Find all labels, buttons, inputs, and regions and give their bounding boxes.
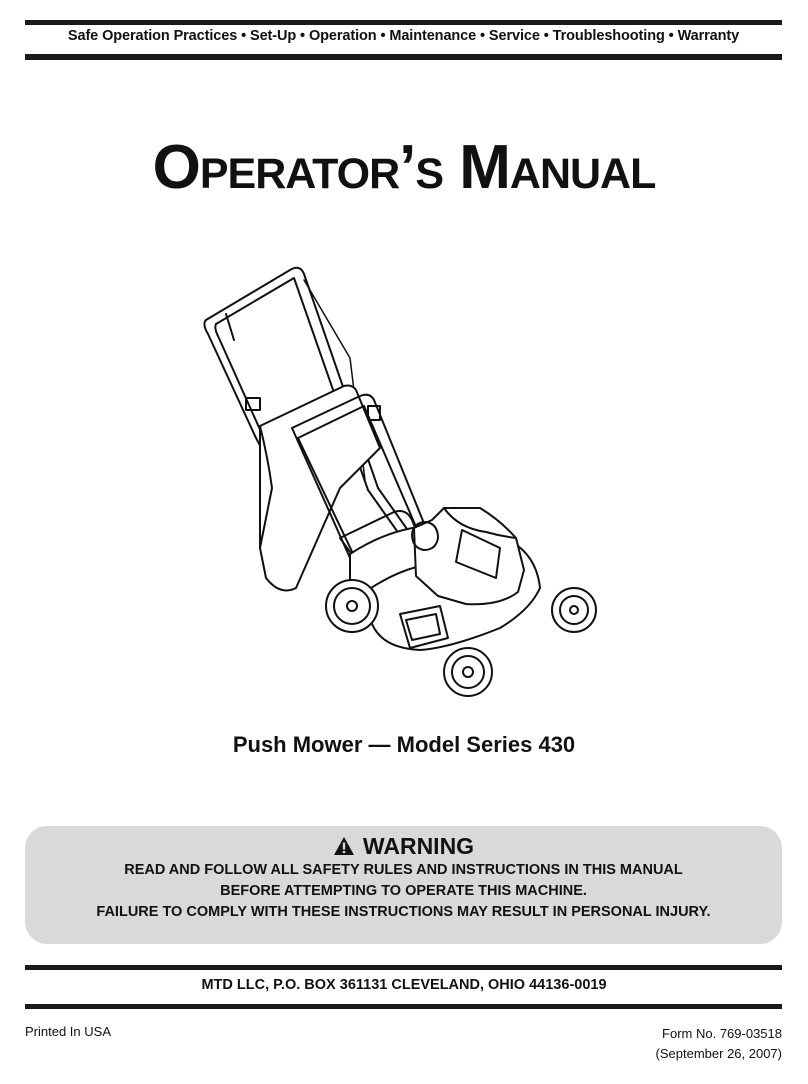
warning-line-3: FAILURE TO COMPLY WITH THESE INSTRUCTIONS MAY RESULT IN PERSONAL INJURY. xyxy=(96,904,711,920)
footer-rule-lower xyxy=(25,1004,782,1009)
warning-box xyxy=(25,826,782,944)
push-mower-illustration xyxy=(200,258,610,706)
page-title: Operator’s Manual xyxy=(152,133,656,202)
warning-heading-text: WARNING xyxy=(362,833,475,859)
warning-triangle-icon xyxy=(333,836,355,856)
warning-line-2: BEFORE ATTEMPTING TO OPERATE THIS MACHINE. xyxy=(220,883,587,899)
form-number-block xyxy=(656,1024,782,1064)
model-subtitle: Push Mower — Model Series 430 xyxy=(232,732,576,757)
company-address: MTD LLC, P.O. BOX 361131 CLEVELAND, OHIO 44136-0019 xyxy=(201,977,607,993)
warning-heading xyxy=(25,832,782,860)
printed-in-label: Printed In USA xyxy=(25,1024,111,1039)
topic-navigation-line: Safe Operation Practices • Set-Up • Operation • Maintenance • Service • Troubleshooting • Warranty xyxy=(67,28,740,44)
top-rule-upper xyxy=(25,20,782,25)
footer-rule-upper xyxy=(25,965,782,970)
warning-line-1: READ AND FOLLOW ALL SAFETY RULES AND INSTRUCTIONS IN THIS MANUAL xyxy=(124,862,683,878)
top-rule-lower xyxy=(25,54,782,60)
form-number: Form No. 769-03518 xyxy=(662,1026,782,1041)
form-date: (September 26, 2007) xyxy=(655,1046,782,1061)
